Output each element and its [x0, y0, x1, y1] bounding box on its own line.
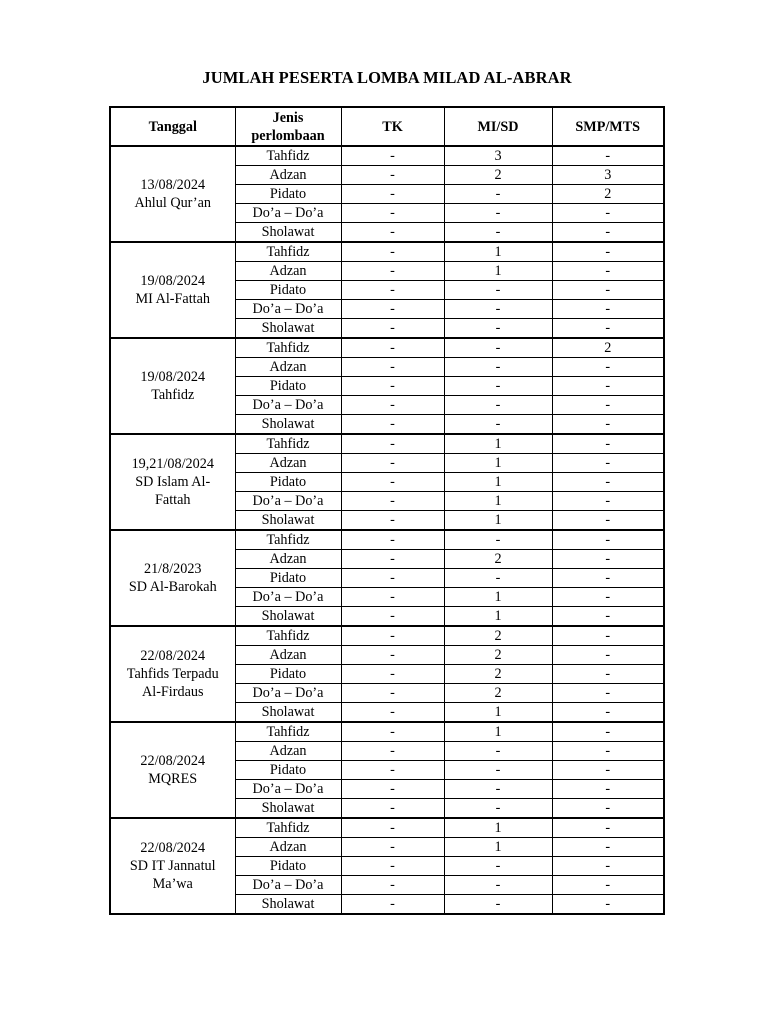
competition-type-cell: Sholawat: [235, 703, 341, 723]
smp-count-cell: -: [552, 530, 664, 550]
date-school-line: 19/08/2024: [140, 273, 206, 289]
misd-count-cell: -: [444, 857, 552, 876]
competition-type-cell: Do’a – Do’a: [235, 204, 341, 223]
smp-count-cell: -: [552, 799, 664, 819]
header-type-line1: Jenis: [272, 109, 304, 126]
tk-count-cell: -: [341, 204, 444, 223]
smp-count-cell: -: [552, 434, 664, 454]
header-misd: MI/SD: [444, 107, 552, 146]
date-school-line: 22/08/2024: [140, 840, 206, 856]
misd-count-cell: 2: [444, 646, 552, 665]
tk-count-cell: -: [341, 358, 444, 377]
competition-type-cell: Pidato: [235, 569, 341, 588]
tk-count-cell: -: [341, 338, 444, 358]
smp-count-cell: -: [552, 300, 664, 319]
competition-type-cell: Tahfidz: [235, 242, 341, 262]
smp-count-cell: -: [552, 262, 664, 281]
tk-count-cell: -: [341, 377, 444, 396]
misd-count-cell: 1: [444, 607, 552, 627]
misd-count-cell: 1: [444, 511, 552, 531]
competition-type-cell: Tahfidz: [235, 530, 341, 550]
misd-count-cell: -: [444, 338, 552, 358]
tk-count-cell: -: [341, 454, 444, 473]
tk-count-cell: -: [341, 262, 444, 281]
competition-type-cell: Sholawat: [235, 895, 341, 915]
misd-count-cell: 1: [444, 473, 552, 492]
competition-type-cell: Adzan: [235, 646, 341, 665]
misd-count-cell: 2: [444, 626, 552, 646]
misd-count-cell: -: [444, 415, 552, 435]
tk-count-cell: -: [341, 684, 444, 703]
competition-type-cell: Tahfidz: [235, 338, 341, 358]
competition-type-cell: Do’a – Do’a: [235, 684, 341, 703]
misd-count-cell: -: [444, 895, 552, 915]
misd-count-cell: -: [444, 761, 552, 780]
table-row: [110, 722, 664, 742]
competition-type-cell: Pidato: [235, 665, 341, 684]
date-school-line: 22/08/2024: [140, 753, 206, 769]
tk-count-cell: -: [341, 281, 444, 300]
competition-type-cell: Sholawat: [235, 607, 341, 627]
smp-count-cell: -: [552, 761, 664, 780]
competition-type-cell: Pidato: [235, 377, 341, 396]
tk-count-cell: -: [341, 319, 444, 339]
competition-type-cell: Adzan: [235, 550, 341, 569]
header-type-line2: perlombaan: [251, 127, 325, 144]
tk-count-cell: -: [341, 588, 444, 607]
tk-count-cell: -: [341, 473, 444, 492]
tk-count-cell: -: [341, 300, 444, 319]
date-school-line: Fattah: [155, 492, 191, 508]
competition-type-cell: Do’a – Do’a: [235, 588, 341, 607]
tk-count-cell: -: [341, 607, 444, 627]
competition-type-cell: Pidato: [235, 281, 341, 300]
smp-count-cell: -: [552, 511, 664, 531]
smp-count-cell: -: [552, 895, 664, 915]
smp-count-cell: -: [552, 780, 664, 799]
date-school-line: SD Al-Barokah: [128, 579, 217, 595]
smp-count-cell: 3: [552, 166, 664, 185]
smp-count-cell: -: [552, 377, 664, 396]
smp-count-cell: -: [552, 146, 664, 166]
competition-type-cell: Sholawat: [235, 415, 341, 435]
misd-count-cell: 1: [444, 703, 552, 723]
date-school-line: Tahfidz: [151, 387, 195, 403]
misd-count-cell: -: [444, 185, 552, 204]
tk-count-cell: -: [341, 492, 444, 511]
competition-type-cell: Adzan: [235, 358, 341, 377]
date-school-line: Tahfids Terpadu: [126, 666, 219, 682]
misd-count-cell: 1: [444, 242, 552, 262]
date-school-line: Ahlul Qur’an: [134, 195, 212, 211]
date-school-cell: [110, 818, 235, 914]
misd-count-cell: -: [444, 742, 552, 761]
table-row: [110, 530, 664, 550]
misd-count-cell: 1: [444, 818, 552, 838]
smp-count-cell: -: [552, 473, 664, 492]
tk-count-cell: -: [341, 242, 444, 262]
misd-count-cell: -: [444, 780, 552, 799]
smp-count-cell: -: [552, 588, 664, 607]
smp-count-cell: -: [552, 626, 664, 646]
smp-count-cell: -: [552, 876, 664, 895]
smp-count-cell: -: [552, 569, 664, 588]
misd-count-cell: -: [444, 377, 552, 396]
smp-count-cell: -: [552, 415, 664, 435]
competition-type-cell: Sholawat: [235, 799, 341, 819]
smp-count-cell: -: [552, 319, 664, 339]
table-body: [110, 146, 664, 914]
date-school-cell: [110, 530, 235, 626]
tk-count-cell: -: [341, 185, 444, 204]
smp-count-cell: 2: [552, 338, 664, 358]
smp-count-cell: -: [552, 742, 664, 761]
misd-count-cell: 1: [444, 722, 552, 742]
smp-count-cell: -: [552, 607, 664, 627]
tk-count-cell: -: [341, 761, 444, 780]
competition-type-cell: Pidato: [235, 857, 341, 876]
misd-count-cell: 2: [444, 684, 552, 703]
date-school-line: Al-Firdaus: [142, 684, 204, 700]
header-tk: TK: [341, 107, 444, 146]
misd-count-cell: -: [444, 319, 552, 339]
competition-type-cell: Tahfidz: [235, 146, 341, 166]
tk-count-cell: -: [341, 396, 444, 415]
competition-type-cell: Adzan: [235, 742, 341, 761]
smp-count-cell: -: [552, 242, 664, 262]
competition-type-cell: Do’a – Do’a: [235, 876, 341, 895]
misd-count-cell: -: [444, 799, 552, 819]
document-title: JUMLAH PESERTA LOMBA MILAD AL-ABRAR: [202, 68, 572, 87]
tk-count-cell: -: [341, 626, 444, 646]
misd-count-cell: -: [444, 223, 552, 243]
misd-count-cell: 2: [444, 550, 552, 569]
tk-count-cell: -: [341, 646, 444, 665]
competition-type-cell: Tahfidz: [235, 434, 341, 454]
smp-count-cell: -: [552, 722, 664, 742]
smp-count-cell: -: [552, 396, 664, 415]
header-type: [235, 107, 341, 146]
competition-type-cell: Adzan: [235, 454, 341, 473]
header-smp: SMP/MTS: [552, 107, 664, 146]
tk-count-cell: -: [341, 895, 444, 915]
misd-count-cell: 1: [444, 492, 552, 511]
competition-type-cell: Do’a – Do’a: [235, 396, 341, 415]
smp-count-cell: -: [552, 665, 664, 684]
date-school-cell: [110, 722, 235, 818]
table-row: [110, 626, 664, 646]
date-school-line: 13/08/2024: [140, 177, 206, 193]
smp-count-cell: -: [552, 550, 664, 569]
date-school-cell: [110, 242, 235, 338]
tk-count-cell: -: [341, 415, 444, 435]
misd-count-cell: 1: [444, 838, 552, 857]
competition-type-cell: Do’a – Do’a: [235, 780, 341, 799]
misd-count-cell: 1: [444, 262, 552, 281]
tk-count-cell: -: [341, 742, 444, 761]
header-row: [110, 107, 664, 146]
smp-count-cell: -: [552, 857, 664, 876]
smp-count-cell: -: [552, 684, 664, 703]
date-school-cell: [110, 146, 235, 242]
tk-count-cell: -: [341, 569, 444, 588]
tk-count-cell: -: [341, 665, 444, 684]
competition-type-cell: Tahfidz: [235, 818, 341, 838]
date-school-line: Ma’wa: [152, 876, 193, 892]
tk-count-cell: -: [341, 166, 444, 185]
competition-type-cell: Adzan: [235, 262, 341, 281]
competition-type-cell: Adzan: [235, 166, 341, 185]
competition-type-cell: Sholawat: [235, 511, 341, 531]
tk-count-cell: -: [341, 818, 444, 838]
misd-count-cell: -: [444, 204, 552, 223]
date-school-line: 19,21/08/2024: [131, 456, 214, 472]
date-school-line: 22/08/2024: [140, 648, 206, 664]
table-row: [110, 434, 664, 454]
date-school-line: 19/08/2024: [140, 369, 206, 385]
misd-count-cell: 2: [444, 665, 552, 684]
tk-count-cell: -: [341, 146, 444, 166]
table-row: [110, 338, 664, 358]
date-school-cell: [110, 626, 235, 722]
competition-type-cell: Tahfidz: [235, 626, 341, 646]
competition-type-cell: Do’a – Do’a: [235, 300, 341, 319]
misd-count-cell: 1: [444, 434, 552, 454]
tk-count-cell: -: [341, 876, 444, 895]
tk-count-cell: -: [341, 223, 444, 243]
competition-type-cell: Pidato: [235, 761, 341, 780]
tk-count-cell: -: [341, 530, 444, 550]
smp-count-cell: -: [552, 838, 664, 857]
competition-type-cell: Pidato: [235, 185, 341, 204]
smp-count-cell: -: [552, 454, 664, 473]
table-row: [110, 818, 664, 838]
misd-count-cell: -: [444, 300, 552, 319]
date-school-cell: [110, 338, 235, 434]
misd-count-cell: -: [444, 281, 552, 300]
misd-count-cell: -: [444, 530, 552, 550]
tk-count-cell: -: [341, 780, 444, 799]
tk-count-cell: -: [341, 722, 444, 742]
tk-count-cell: -: [341, 550, 444, 569]
tk-count-cell: -: [341, 434, 444, 454]
misd-count-cell: -: [444, 358, 552, 377]
date-school-line: MI Al-Fattah: [135, 291, 210, 307]
smp-count-cell: -: [552, 204, 664, 223]
misd-count-cell: -: [444, 396, 552, 415]
smp-count-cell: -: [552, 646, 664, 665]
date-school-line: MQRES: [148, 771, 198, 787]
date-school-line: 21/8/2023: [143, 561, 202, 577]
competition-type-cell: Sholawat: [235, 319, 341, 339]
competition-type-cell: Do’a – Do’a: [235, 492, 341, 511]
date-school-line: SD IT Jannatul: [129, 858, 216, 874]
smp-count-cell: -: [552, 358, 664, 377]
tk-count-cell: -: [341, 799, 444, 819]
smp-count-cell: -: [552, 703, 664, 723]
smp-count-cell: -: [552, 818, 664, 838]
misd-count-cell: 1: [444, 588, 552, 607]
tk-count-cell: -: [341, 511, 444, 531]
smp-count-cell: -: [552, 281, 664, 300]
tk-count-cell: -: [341, 703, 444, 723]
misd-count-cell: 3: [444, 146, 552, 166]
smp-count-cell: 2: [552, 185, 664, 204]
smp-count-cell: -: [552, 492, 664, 511]
competition-type-cell: Sholawat: [235, 223, 341, 243]
misd-count-cell: 2: [444, 166, 552, 185]
header-date: Tanggal: [110, 107, 235, 146]
date-school-line: SD Islam Al-: [135, 474, 211, 490]
participants-table: [109, 106, 665, 915]
tk-count-cell: -: [341, 838, 444, 857]
competition-type-cell: Tahfidz: [235, 722, 341, 742]
competition-type-cell: Adzan: [235, 838, 341, 857]
competition-type-cell: Pidato: [235, 473, 341, 492]
table-row: [110, 146, 664, 166]
misd-count-cell: -: [444, 876, 552, 895]
table-row: [110, 242, 664, 262]
smp-count-cell: -: [552, 223, 664, 243]
misd-count-cell: 1: [444, 454, 552, 473]
tk-count-cell: -: [341, 857, 444, 876]
date-school-cell: [110, 434, 235, 530]
misd-count-cell: -: [444, 569, 552, 588]
